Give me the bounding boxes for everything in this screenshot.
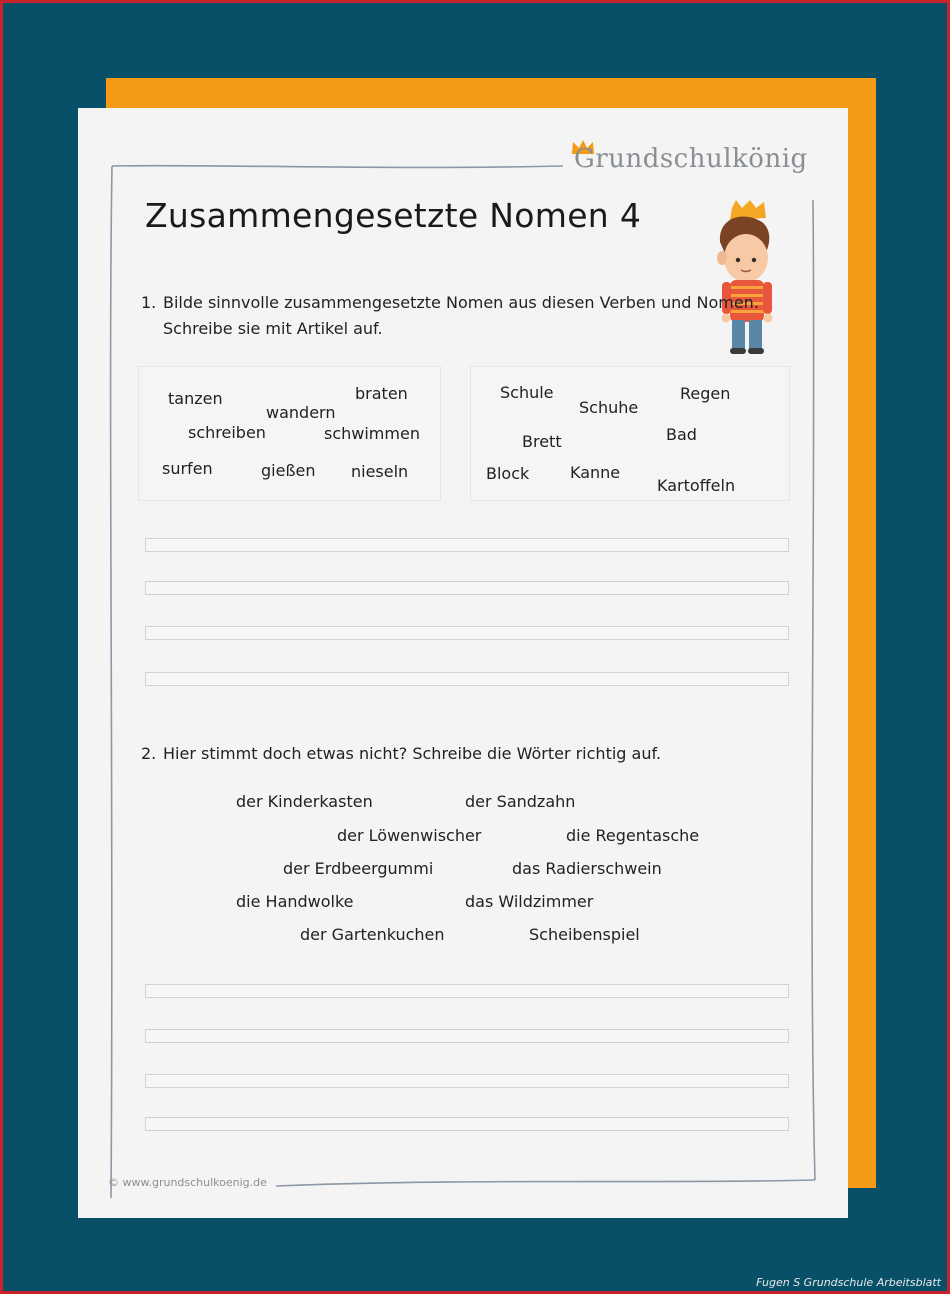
task-1-number: 1. (141, 293, 157, 312)
task-2-instruction (141, 741, 662, 767)
answer-line[interactable] (145, 1029, 789, 1043)
noun-word: Regen (680, 384, 731, 403)
wrong-compound-word: der Gartenkuchen (300, 925, 445, 944)
image-caption: Fugen S Grundschule Arbeitsblatt (756, 1276, 941, 1289)
noun-word: Kartoffeln (657, 476, 736, 495)
noun-word: Kanne (570, 463, 621, 482)
verb-word: nieseln (351, 462, 409, 481)
verbs-box (138, 366, 441, 501)
task-1-line-1: Bilde sinnvolle zusammengesetzte Nomen aus diesen Verben und Nomen. (163, 293, 759, 312)
copyright-text: © www.grundschulkoenig.de (108, 1176, 267, 1189)
verb-word: braten (355, 384, 408, 403)
task-1-line-2: Schreibe sie mit Artikel auf. (163, 319, 383, 338)
wrong-compound-word: das Wildzimmer (465, 892, 594, 911)
answer-line[interactable] (145, 581, 789, 595)
verb-word: wandern (266, 403, 336, 422)
task-2-number: 2. (141, 744, 157, 763)
answer-line[interactable] (145, 984, 789, 998)
wrong-compound-word: die Handwolke (236, 892, 354, 911)
nouns-box (470, 366, 790, 501)
page-title: Zusammengesetzte Nomen 4 (145, 196, 642, 235)
wrong-compound-word: der Löwenwischer (337, 826, 482, 845)
answer-line[interactable] (145, 626, 789, 640)
noun-word: Brett (522, 432, 562, 451)
answer-line[interactable] (145, 538, 789, 552)
answer-line[interactable] (145, 1117, 789, 1131)
worksheet-page (78, 108, 848, 1218)
noun-word: Schuhe (579, 398, 639, 417)
wrong-compound-word: der Sandzahn (465, 792, 576, 811)
task-2-text: Hier stimmt doch etwas nicht? Schreibe die Wörter richtig auf. (163, 744, 662, 763)
task-1-instruction (141, 290, 759, 342)
wrong-compound-word: das Radierschwein (512, 859, 662, 878)
noun-word: Schule (500, 383, 554, 402)
verb-word: schreiben (188, 423, 266, 442)
verb-word: schwimmen (324, 424, 420, 443)
verb-word: surfen (162, 459, 213, 478)
brand-name: Grundschulkönig (574, 144, 808, 174)
wrong-compound-word: der Erdbeergummi (283, 859, 434, 878)
wrong-compound-word: Scheibenspiel (529, 925, 640, 944)
verb-word: gießen (261, 461, 316, 480)
verb-word: tanzen (168, 389, 223, 408)
noun-word: Block (486, 464, 530, 483)
answer-line[interactable] (145, 1074, 789, 1088)
noun-word: Bad (666, 425, 697, 444)
answer-line[interactable] (145, 672, 789, 686)
wrong-compound-word: die Regentasche (566, 826, 700, 845)
wrong-compound-word: der Kinderkasten (236, 792, 373, 811)
